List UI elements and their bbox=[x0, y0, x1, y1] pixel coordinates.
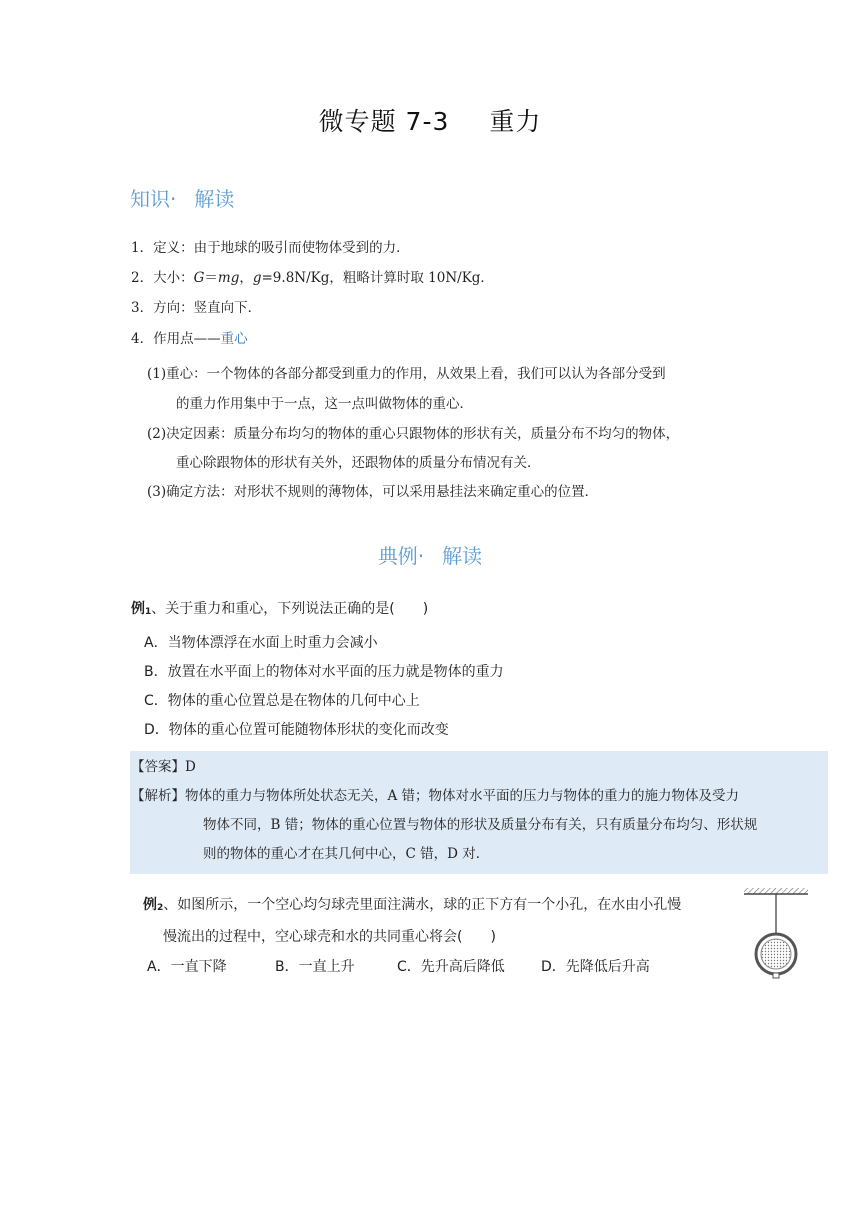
example-1-option-c: C．物体的重心位置总是在物体的几何中心上 bbox=[144, 693, 420, 709]
hanging-sphere-figure bbox=[740, 884, 812, 984]
example-1-label: 例 bbox=[131, 601, 145, 617]
knowledge-item-4: 4．作用点——重心 bbox=[131, 331, 248, 347]
page-title bbox=[0, 102, 860, 138]
answer-value: D bbox=[185, 759, 196, 775]
examples-heading-a: 典例· bbox=[377, 544, 425, 568]
knowledge-heading bbox=[130, 183, 234, 212]
analysis-line-3: 则的物体的重心才在其几何中心，C 错，D 对． bbox=[203, 846, 490, 862]
analysis-line-2: 物体不同，B 错；物体的重心位置与物体的形状及质量分布有关，只有质量分布均匀、形状规 bbox=[203, 817, 758, 833]
sphere-shell-icon bbox=[756, 934, 796, 978]
sub-item-1-line-1: (1)重心：一个物体的各部分都受到重力的作用，从效果上看，我们可以认为各部分受到 bbox=[147, 366, 666, 382]
example-2-option-c: C．先升高后降低 bbox=[397, 959, 505, 975]
answer-line bbox=[131, 757, 196, 777]
example-2-option-a: A．一直下降 bbox=[147, 959, 227, 975]
knowledge-item-3: 3．方向：竖直向下． bbox=[131, 300, 262, 316]
knowledge-item-1: 1．定义：由于地球的吸引而使物体受到的力． bbox=[131, 240, 410, 256]
hole-icon bbox=[773, 973, 779, 978]
ceiling-icon bbox=[744, 888, 808, 894]
center-of-gravity-link[interactable]: 重心 bbox=[220, 331, 248, 347]
example-1-option-a: A．当物体漂浮在水面上时重力会减小 bbox=[144, 635, 378, 651]
examples-heading-b: 解读 bbox=[442, 544, 483, 568]
example-1-option-b: B．放置在水平面上的物体对水平面的压力就是物体的重力 bbox=[144, 664, 504, 680]
examples-heading bbox=[0, 540, 860, 569]
example-2-option-b: B．一直上升 bbox=[275, 959, 355, 975]
answer-tag: 【答案】 bbox=[131, 759, 185, 775]
sub-item-2-line-1: (2)决定因素：质量分布均匀的物体的重心只跟物体的形状有关，质量分布不均匀的物体， bbox=[147, 426, 680, 442]
sub-item-1-line-2: 的重力作用集中于一点，这一点叫做物体的重心． bbox=[176, 396, 473, 412]
example-1-stem: 例1、关于重力和重心，下列说法正确的是( ) bbox=[131, 601, 429, 617]
knowledge-heading-b: 解读 bbox=[194, 187, 235, 211]
sub-item-3-line-1: (3)确定方法：对形状不规则的薄物体，可以采用悬挂法来确定重心的位置． bbox=[147, 484, 599, 500]
example-2-label: 例 bbox=[143, 897, 157, 913]
knowledge-item-2: 2．大小：G＝mg，g=9.8N/Kg，粗略计算时取 10N/Kg． bbox=[131, 270, 494, 286]
analysis-tag: 【解析】 bbox=[131, 788, 185, 804]
example-2-stem-line-2: 慢流出的过程中，空心球壳和水的共同重心将会( ) bbox=[163, 929, 496, 945]
example-2-stem-line-1: 例2、如图所示，一个空心均匀球壳里面注满水，球的正下方有一个小孔，在水由小孔慢 bbox=[143, 897, 682, 913]
example-2-option-d: D．先降低后升高 bbox=[541, 959, 650, 975]
example-1-option-d: D．物体的重心位置可能随物体形状的变化而改变 bbox=[144, 722, 449, 738]
sub-item-2-line-2: 重心除跟物体的形状有关外，还跟物体的质量分布情况有关． bbox=[176, 455, 541, 471]
title-topic: 重力 bbox=[489, 107, 542, 136]
knowledge-heading-a: 知识· bbox=[130, 187, 177, 211]
title-main: 微专题 7-3 bbox=[318, 107, 450, 136]
analysis-line-1: 【解析】物体的重力与物体所处状态无关，A 错；物体对水平面的压力与物体的重力的施力物体及受力 bbox=[131, 788, 740, 804]
